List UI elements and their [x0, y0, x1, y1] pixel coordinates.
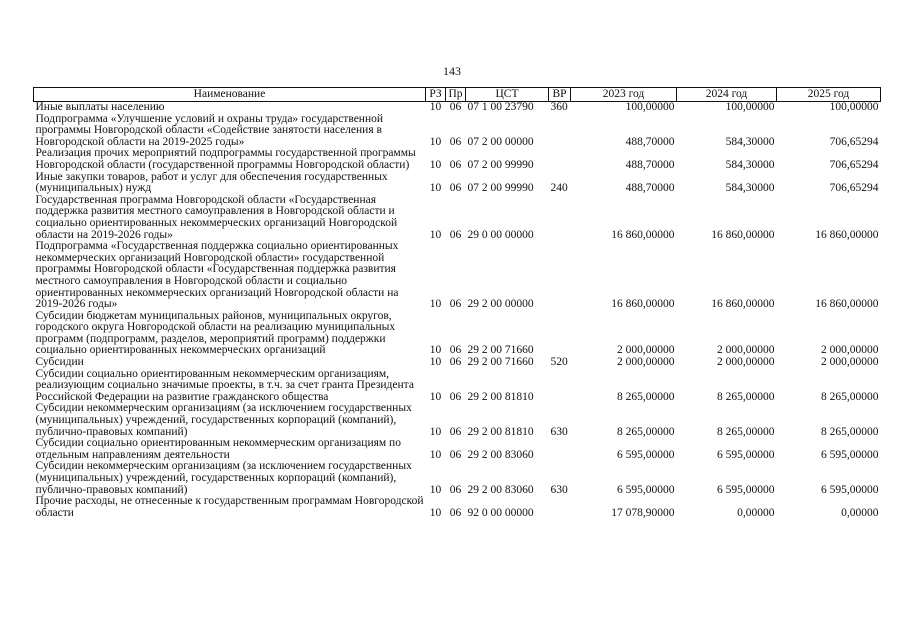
row-vr — [549, 369, 571, 404]
header-cst: ЦСТ — [466, 88, 549, 102]
row-2025: 8 265,00000 — [821, 390, 879, 403]
row-pr: 06 — [449, 298, 462, 311]
header-vr: ВР — [549, 88, 571, 102]
row-vr: 630 — [550, 425, 568, 438]
row-vr — [549, 311, 571, 357]
row-2024: 2 000,00000 — [717, 344, 775, 357]
row-cst: 07 2 00 99990 — [467, 158, 534, 171]
row-2024: 16 860,00000 — [711, 298, 775, 311]
row-pr: 06 — [449, 448, 462, 461]
row-cst: 07 1 00 23790 — [467, 101, 534, 113]
row-pr: 06 — [449, 135, 462, 148]
row-2025: 2 000,00000 — [821, 356, 879, 369]
row-2025: 706,65294 — [829, 158, 879, 171]
row-2023: 6 595,00000 — [617, 448, 675, 461]
row-2024: 6 595,00000 — [717, 483, 775, 496]
row-rz: 10 — [429, 158, 442, 171]
row-vr — [549, 148, 571, 171]
row-cst: 29 2 00 71660 — [467, 356, 534, 369]
row-name: Реализация прочих мероприятий подпрограммы государственной программы Новгородской области (государственной программы Новгородской области) — [35, 147, 416, 171]
row-2025: 706,65294 — [829, 135, 879, 148]
row-2025: 706,65294 — [829, 182, 879, 195]
row-2023: 8 265,00000 — [617, 390, 675, 403]
row-cst: 29 2 00 81810 — [467, 425, 534, 438]
row-vr: 360 — [550, 101, 568, 113]
table-header-row — [34, 88, 881, 102]
row-vr: 630 — [550, 483, 568, 496]
row-2025: 16 860,00000 — [815, 298, 879, 311]
row-2025: 16 860,00000 — [815, 228, 879, 241]
table-row — [34, 369, 881, 404]
row-rz: 10 — [429, 356, 442, 369]
row-rz: 10 — [429, 228, 442, 241]
row-2023: 488,70000 — [625, 158, 675, 171]
table-row — [34, 172, 881, 195]
row-name: Прочие расходы, не отнесенные к государственным программам Новгородской области — [35, 495, 424, 519]
row-2023: 100,00000 — [625, 101, 675, 113]
row-cst: 07 2 00 00000 — [467, 135, 534, 148]
row-pr: 06 — [449, 101, 462, 113]
row-pr: 06 — [449, 228, 462, 241]
row-vr — [549, 496, 571, 519]
row-2025: 8 265,00000 — [821, 425, 879, 438]
row-name: Подпрограмма «Улучшение условий и охраны труда» государственной программы Новгородской области «Содействие занятости населения в Новгородской области на 2019-2025 годы» — [35, 112, 384, 148]
row-pr: 06 — [449, 182, 462, 195]
budget-table — [33, 87, 881, 519]
table-row — [34, 148, 881, 171]
row-pr: 06 — [449, 390, 462, 403]
row-rz: 10 — [429, 506, 442, 519]
row-cst: 92 0 00 00000 — [467, 506, 534, 519]
row-rz: 10 — [429, 390, 442, 403]
row-name: Иные закупки товаров, работ и услуг для обеспечения государственных (муниципальных) нужд — [35, 170, 388, 195]
row-2024: 8 265,00000 — [717, 425, 775, 438]
table-row — [34, 311, 881, 357]
header-2025: 2025 год — [777, 88, 881, 102]
row-2025: 100,00000 — [829, 101, 879, 113]
row-pr: 06 — [449, 483, 462, 496]
row-vr — [549, 195, 571, 241]
row-2023: 16 860,00000 — [611, 228, 675, 241]
row-2024: 584,30000 — [725, 158, 775, 171]
row-name: Субсидии социально ориентированным некоммерческим организациям по отдельным направлениям деятельности — [35, 437, 401, 461]
row-2024: 100,00000 — [725, 101, 775, 113]
row-2024: 2 000,00000 — [717, 356, 775, 369]
row-2024: 16 860,00000 — [711, 228, 775, 241]
row-rz: 10 — [429, 483, 442, 496]
row-2024: 8 265,00000 — [717, 390, 775, 403]
row-2023: 16 860,00000 — [611, 298, 675, 311]
row-cst: 29 2 00 83060 — [467, 483, 534, 496]
row-vr — [549, 114, 571, 149]
row-pr: 06 — [449, 506, 462, 519]
row-name: Иные выплаты населению — [35, 101, 165, 113]
row-2024: 584,30000 — [725, 182, 775, 195]
row-pr: 06 — [449, 425, 462, 438]
row-rz: 10 — [429, 135, 442, 148]
row-2025: 0,00000 — [841, 506, 879, 519]
row-name: Субсидии бюджетам муниципальных районов, муниципальных округов, городского округа Новгородской области на реализацию муниципальных программ (подпрограмм, разделов, мероприятий программ) поддержки социально ориентированных некоммерческих организаций — [35, 309, 396, 357]
row-rz: 10 — [429, 298, 442, 311]
row-2025: 2 000,00000 — [821, 344, 879, 357]
table-row — [34, 461, 881, 496]
row-2025: 6 595,00000 — [821, 483, 879, 496]
row-vr — [549, 241, 571, 311]
row-2023: 17 078,90000 — [611, 506, 675, 519]
row-2023: 6 595,00000 — [617, 483, 675, 496]
row-2024: 6 595,00000 — [717, 448, 775, 461]
row-cst: 29 2 00 71660 — [467, 344, 534, 357]
page-number: 143 — [443, 64, 461, 78]
table-row — [34, 438, 881, 461]
header-2024: 2024 год — [677, 88, 777, 102]
table-row — [34, 496, 881, 519]
row-2024: 584,30000 — [725, 135, 775, 148]
table-row — [34, 195, 881, 241]
row-2025: 6 595,00000 — [821, 448, 879, 461]
row-vr: 240 — [550, 182, 568, 195]
table-row — [34, 241, 881, 311]
row-pr: 06 — [449, 344, 462, 357]
row-2023: 488,70000 — [625, 182, 675, 195]
row-rz: 10 — [429, 101, 442, 113]
header-rz: РЗ — [426, 88, 446, 102]
table-row — [34, 403, 881, 438]
row-cst: 29 2 00 81810 — [467, 390, 534, 403]
row-pr: 06 — [449, 356, 462, 369]
row-name: Государственная программа Новгородской области «Государственная поддержка развития местного самоуправления в Новгородской области и социально ориентированных некоммерческих организаций Новгородской области на 2019-2026 годы» — [35, 193, 398, 241]
row-2024: 0,00000 — [737, 506, 775, 519]
row-2023: 488,70000 — [625, 135, 675, 148]
row-name: Субсидии некоммерческим организациям (за исключением государственных (муниципальных) учреждений, государственных корпораций (компаний), публично-правовых компаний) — [35, 402, 412, 438]
header-pr: Пр — [446, 88, 466, 102]
row-name: Субсидии социально ориентированным некоммерческим организациям, реализующим социально значимые проекты, в т.ч. за счет гранта Президента Российской Федерации на развитие гражданского общества — [35, 367, 414, 403]
row-vr: 520 — [550, 356, 568, 369]
header-name: Наименование — [34, 88, 426, 102]
table-row — [34, 114, 881, 149]
row-cst: 29 2 00 83060 — [467, 448, 534, 461]
row-cst: 07 2 00 99990 — [467, 182, 534, 195]
row-name: Подпрограмма «Государственная поддержка социально ориентированных некоммерческих организаций Новгородской области» государственной программы Новгородской области «Государственная поддержка развития местного самоуправления в Новгородской области и социально ориентированных некоммерческих организаций Новгородской области на 2019-2026 годы» — [35, 240, 399, 311]
header-2023: 2023 год — [571, 88, 677, 102]
table-row — [34, 102, 881, 114]
row-cst: 29 0 00 00000 — [467, 228, 534, 241]
table-row — [34, 357, 881, 369]
row-cst: 29 2 00 00000 — [467, 298, 534, 311]
row-2023: 8 265,00000 — [617, 425, 675, 438]
row-name: Субсидии некоммерческим организациям (за исключением государственных (муниципальных) учреждений, государственных корпораций (компаний), публично-правовых компаний) — [35, 460, 412, 496]
row-vr — [549, 438, 571, 461]
row-rz: 10 — [429, 344, 442, 357]
row-2023: 2 000,00000 — [617, 344, 675, 357]
row-rz: 10 — [429, 425, 442, 438]
row-rz: 10 — [429, 448, 442, 461]
row-rz: 10 — [429, 182, 442, 195]
row-2023: 2 000,00000 — [617, 356, 675, 369]
row-pr: 06 — [449, 158, 462, 171]
row-name: Субсидии — [35, 356, 84, 369]
